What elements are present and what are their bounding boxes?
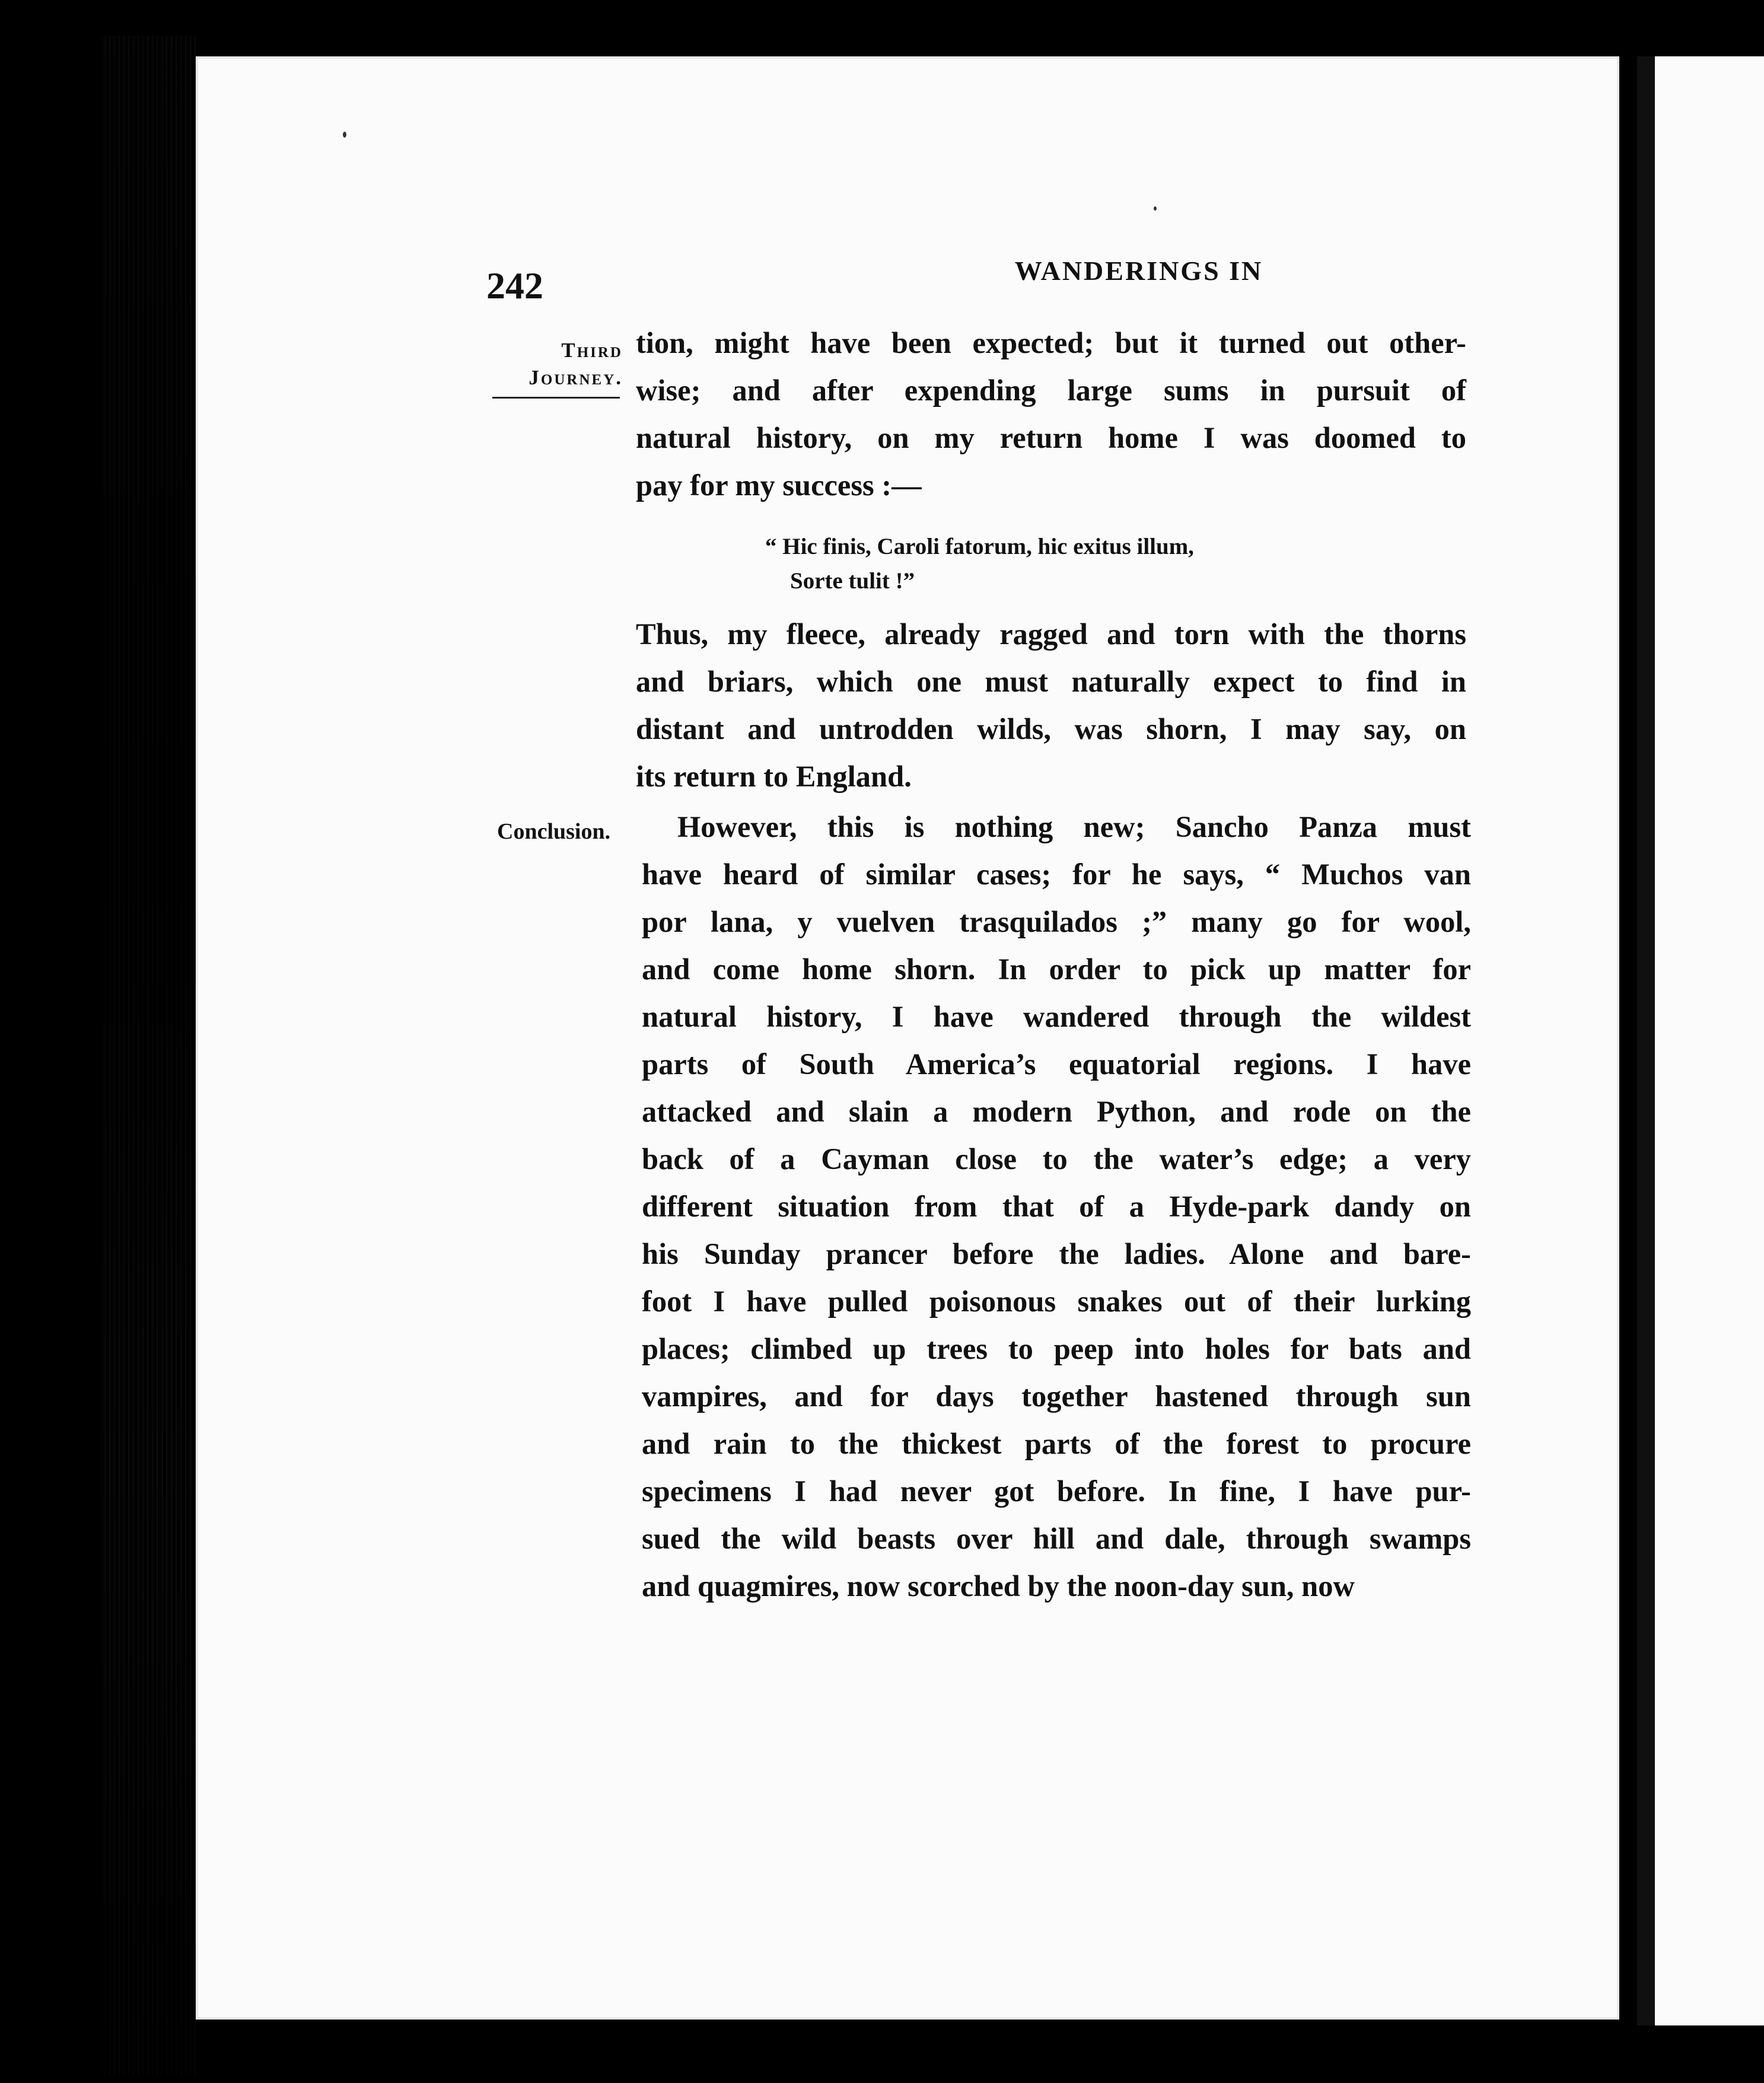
margin-note-third-journey [486, 337, 623, 391]
text-line: natural history, I have wandered through the wildest [642, 1000, 1471, 1033]
paragraph-3 [642, 803, 1471, 1610]
print-speck [343, 132, 346, 138]
running-title: WANDERINGS IN [1014, 256, 1263, 286]
text-line: his Sunday prancer before the ladies. Alone and bare- [642, 1237, 1471, 1270]
margin-note-rule [492, 397, 620, 399]
text-line: distant and untrodden wilds, was shorn, I may say, on [636, 712, 1466, 746]
book-spine [101, 36, 196, 2076]
text-line: parts of South America’s equatorial regions. I have [642, 1047, 1471, 1081]
text-line: its return to England. [636, 760, 912, 793]
margin-note-conclusion: Conclusion. [497, 819, 611, 844]
paragraph-2 [636, 610, 1466, 800]
paragraph-1 [636, 319, 1466, 509]
text-line: Thus, my fleece, already ragged and torn with the thorns [636, 617, 1466, 651]
print-speck [1154, 206, 1157, 211]
margin-note-line: Third [561, 339, 623, 362]
margin-note-line: Journey. [528, 366, 623, 389]
text-line: sued the wild beasts over hill and dale, through swamps [642, 1522, 1471, 1555]
text-line: and quagmires, now scorched by the noon-day sun, now [642, 1569, 1355, 1603]
text-line: and briars, which one must naturally expect to find in [636, 665, 1466, 698]
next-page-edge [1637, 56, 1764, 2025]
text-line: have heard of similar cases; for he says, “ Muchos van [642, 858, 1471, 891]
latin-quotation [765, 530, 1194, 598]
text-line: places; climbed up trees to peep into holes for bats and [642, 1332, 1471, 1365]
text-line: attacked and slain a modern Python, and rode on the [642, 1095, 1471, 1128]
text-line: and rain to the thickest parts of the forest to procure [642, 1427, 1471, 1460]
text-line: vampires, and for days together hastened through sun [642, 1380, 1471, 1413]
text-line: pay for my success :— [636, 469, 922, 502]
text-line: foot I have pulled poisonous snakes out of their lurking [642, 1285, 1471, 1318]
text-line: natural history, on my return home I was doomed to [636, 421, 1466, 454]
text-line: different situation from that of a Hyde-park dandy on [642, 1190, 1471, 1223]
text-line: and come home shorn. In order to pick up matter for [642, 953, 1471, 986]
text-line: wise; and after expending large sums in pursuit of [636, 374, 1466, 407]
text-line: tion, might have been expected; but it turned out other- [636, 326, 1466, 359]
quotation-line: “ Hic finis, Caroli fatorum, hic exitus illum, [765, 534, 1194, 559]
text-line: back of a Cayman close to the water’s edge; a very [642, 1142, 1471, 1176]
quotation-line: Sorte tulit !” [790, 568, 915, 594]
text-line: por lana, y vuelven trasquilados ;” many go for wool, [642, 905, 1471, 938]
text-line: However, this is nothing new; Sancho Panza must [677, 810, 1471, 843]
page-number: 242 [486, 265, 543, 307]
text-line: specimens I had never got before. In fine, I have pur- [642, 1474, 1471, 1508]
